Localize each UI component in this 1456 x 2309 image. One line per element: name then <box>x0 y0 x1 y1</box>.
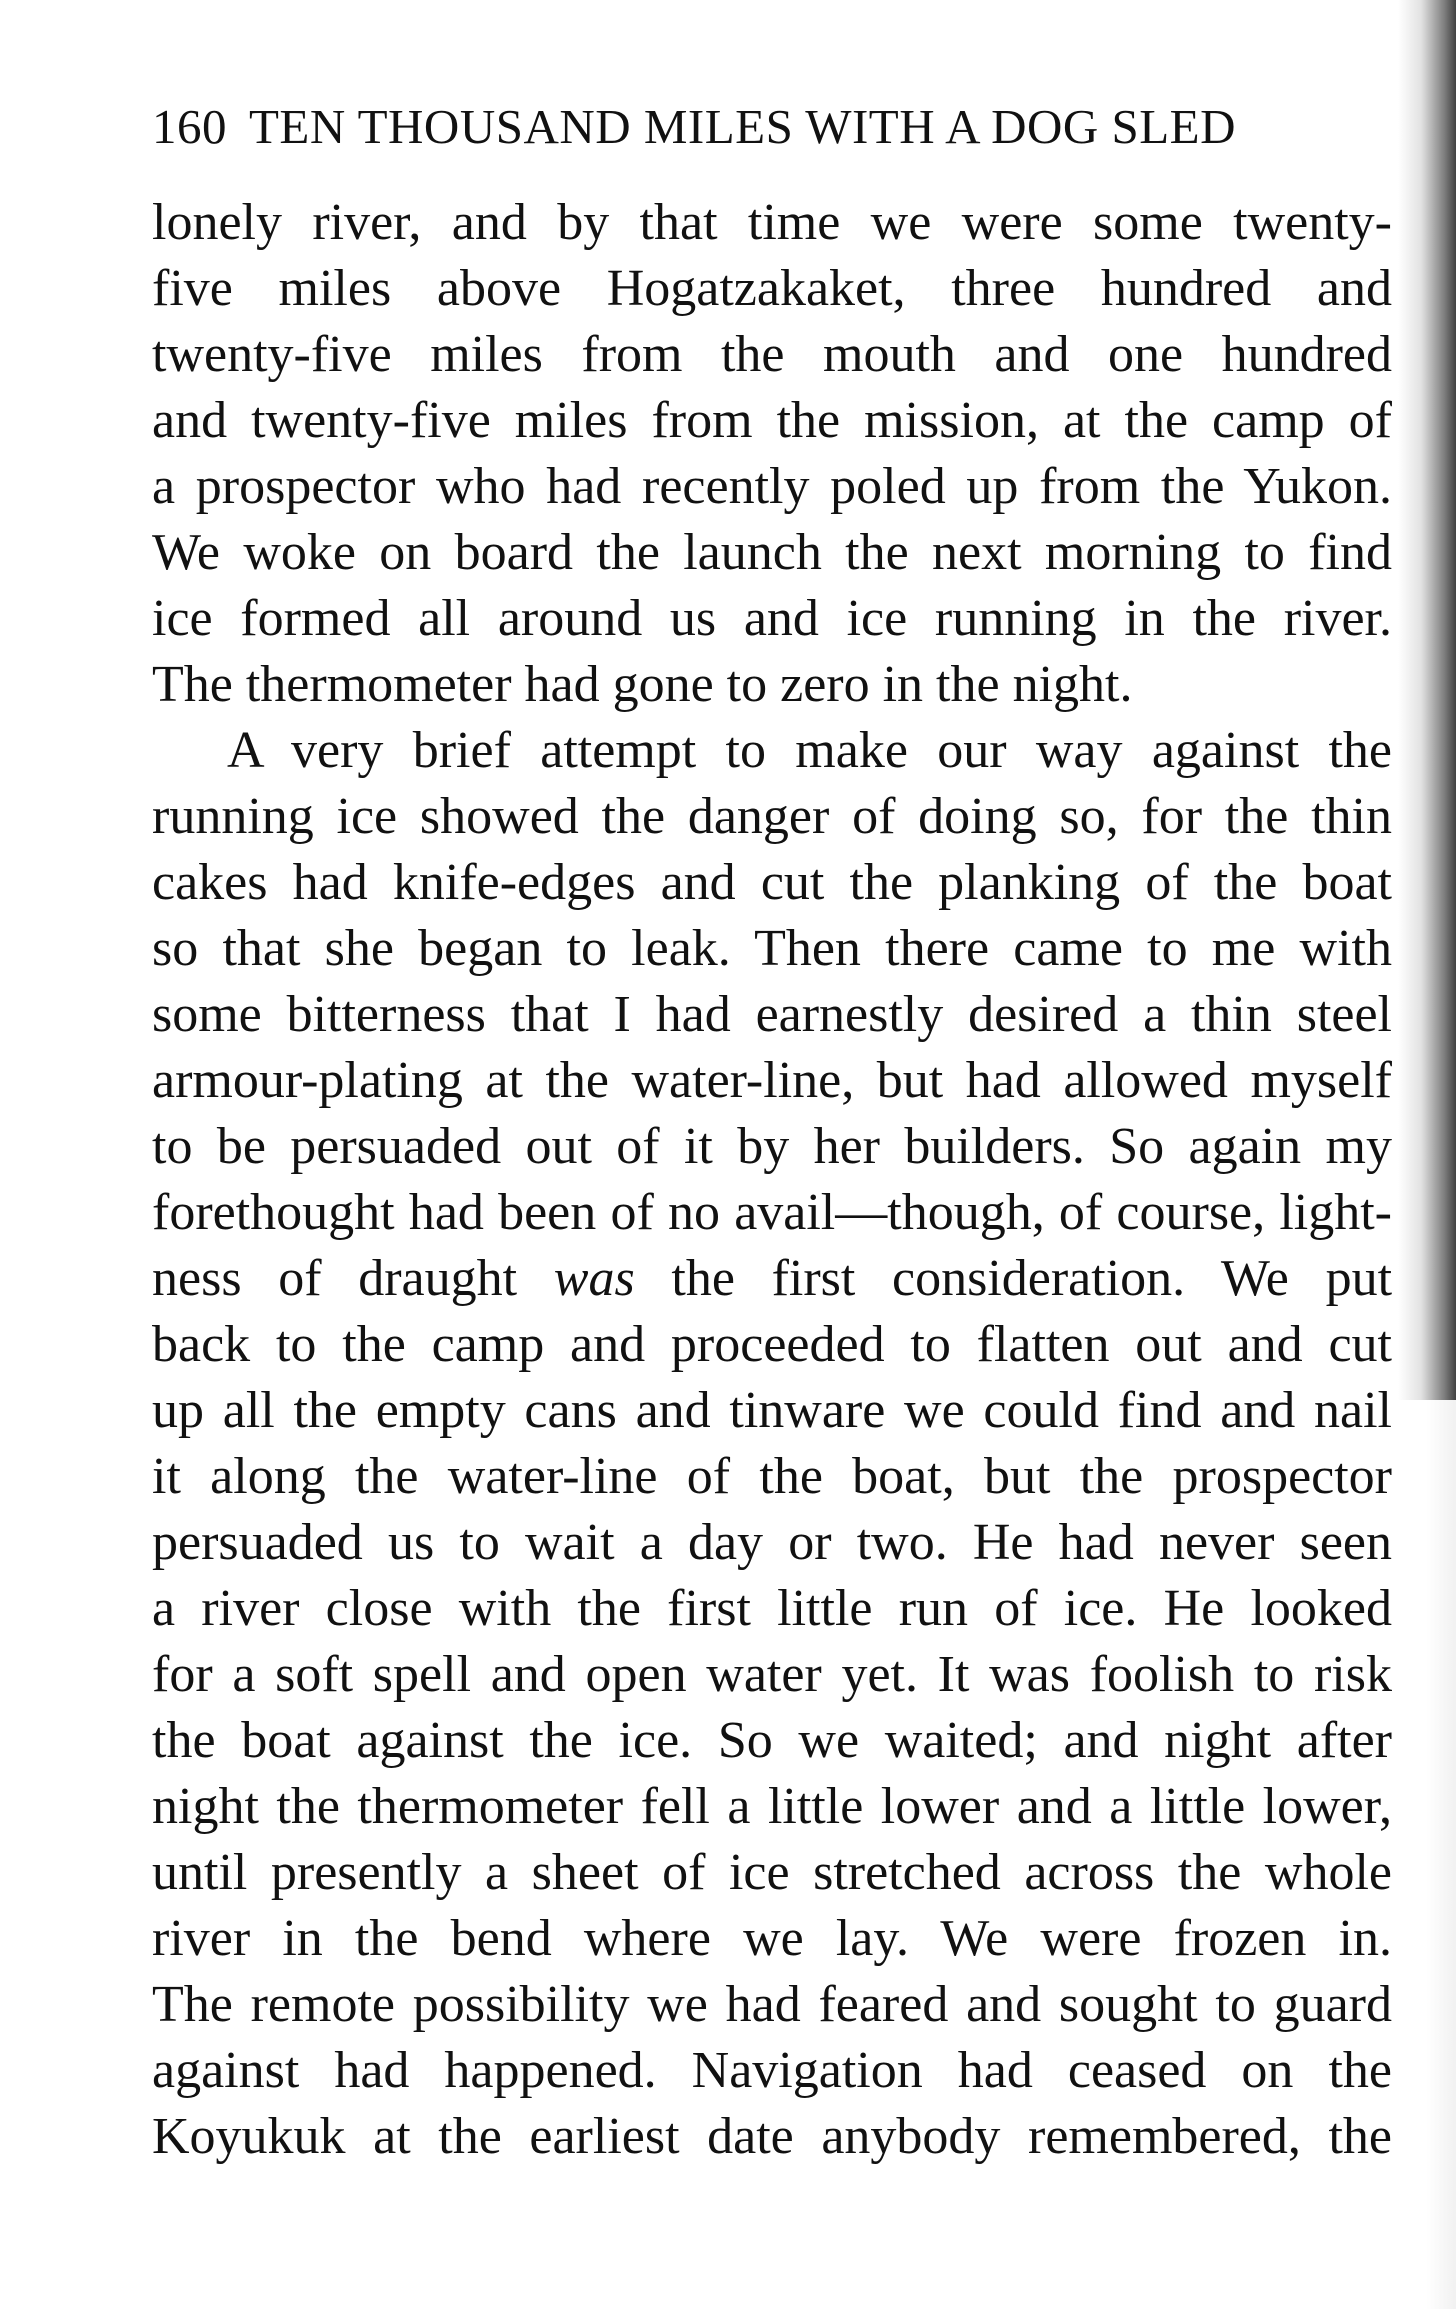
text-line-with-italic <box>152 1246 1392 1312</box>
italic-word: was <box>553 1250 635 1307</box>
running-title: TEN THOUSAND MILES WITH A DOG SLED <box>249 99 1236 154</box>
text-line: a river close with the first little run of ice. He looked <box>152 1580 1392 1637</box>
text-line: night the thermometer fell a little lower and a little lower, <box>152 1778 1392 1835</box>
text-line: the boat against the ice. So we waited; and night after <box>152 1712 1392 1769</box>
text-line: for a soft spell and open water yet. It was foolish to risk <box>152 1646 1392 1703</box>
text-line: against had happened. Navigation had ceased on the <box>152 2042 1392 2099</box>
text-line: it along the water-line of the boat, but the prospector <box>152 1448 1392 1505</box>
text-fragment: the first consideration. We put <box>671 1250 1393 1307</box>
text-fragment: ness of draught <box>152 1250 518 1307</box>
text-line: ice formed all around us and ice running in the river. <box>152 590 1392 647</box>
text-line: twenty-five miles from the mouth and one hundred <box>152 326 1392 383</box>
text-line: some bitterness that I had earnestly desired a thin steel <box>152 986 1392 1043</box>
text-line: five miles above Hogatzakaket, three hundred and <box>152 260 1392 317</box>
text-line: armour-plating at the water-line, but had allowed myself <box>152 1052 1392 1109</box>
text-line: running ice showed the danger of doing so, for the thin <box>152 788 1392 845</box>
text-line: up all the empty cans and tinware we could find and nail <box>152 1382 1392 1439</box>
text-line: a prospector who had recently poled up from the Yukon. <box>152 458 1392 515</box>
text-line: until presently a sheet of ice stretched across the whole <box>152 1844 1392 1901</box>
text-line: persuaded us to wait a day or two. He had never seen <box>152 1514 1392 1571</box>
text-line: and twenty-five miles from the mission, at the camp of <box>152 392 1392 449</box>
text-line: The remote possibility we had feared and sought to guard <box>152 1976 1392 2033</box>
paragraph-end-line: The thermometer had gone to zero in the night. <box>152 656 1133 713</box>
page-number: 160 <box>152 99 227 154</box>
binding-shadow <box>1398 0 1456 1400</box>
paragraph-start-line: A very brief attempt to make our way against the <box>227 722 1392 779</box>
body-text <box>152 190 1392 2170</box>
text-line: lonely river, and by that time we were some twenty- <box>152 194 1392 251</box>
text-line: to be persuaded out of it by her builders. So again my <box>152 1118 1392 1175</box>
text-line: forethought had been of no avail—though, of course, light- <box>152 1184 1392 1241</box>
text-line: back to the camp and proceeded to flatten out and cut <box>152 1316 1392 1373</box>
text-line: river in the bend where we lay. We were frozen in. <box>152 1910 1392 1967</box>
binding-shadow-lower <box>1426 1400 1456 2309</box>
text-line: cakes had knife-edges and cut the planking of the boat <box>152 854 1392 911</box>
text-line: We woke on board the launch the next morning to find <box>152 524 1392 581</box>
text-line: so that she began to leak. Then there came to me with <box>152 920 1392 977</box>
text-line: Koyukuk at the earliest date anybody remembered, the <box>152 2108 1392 2165</box>
running-head <box>152 92 1392 162</box>
